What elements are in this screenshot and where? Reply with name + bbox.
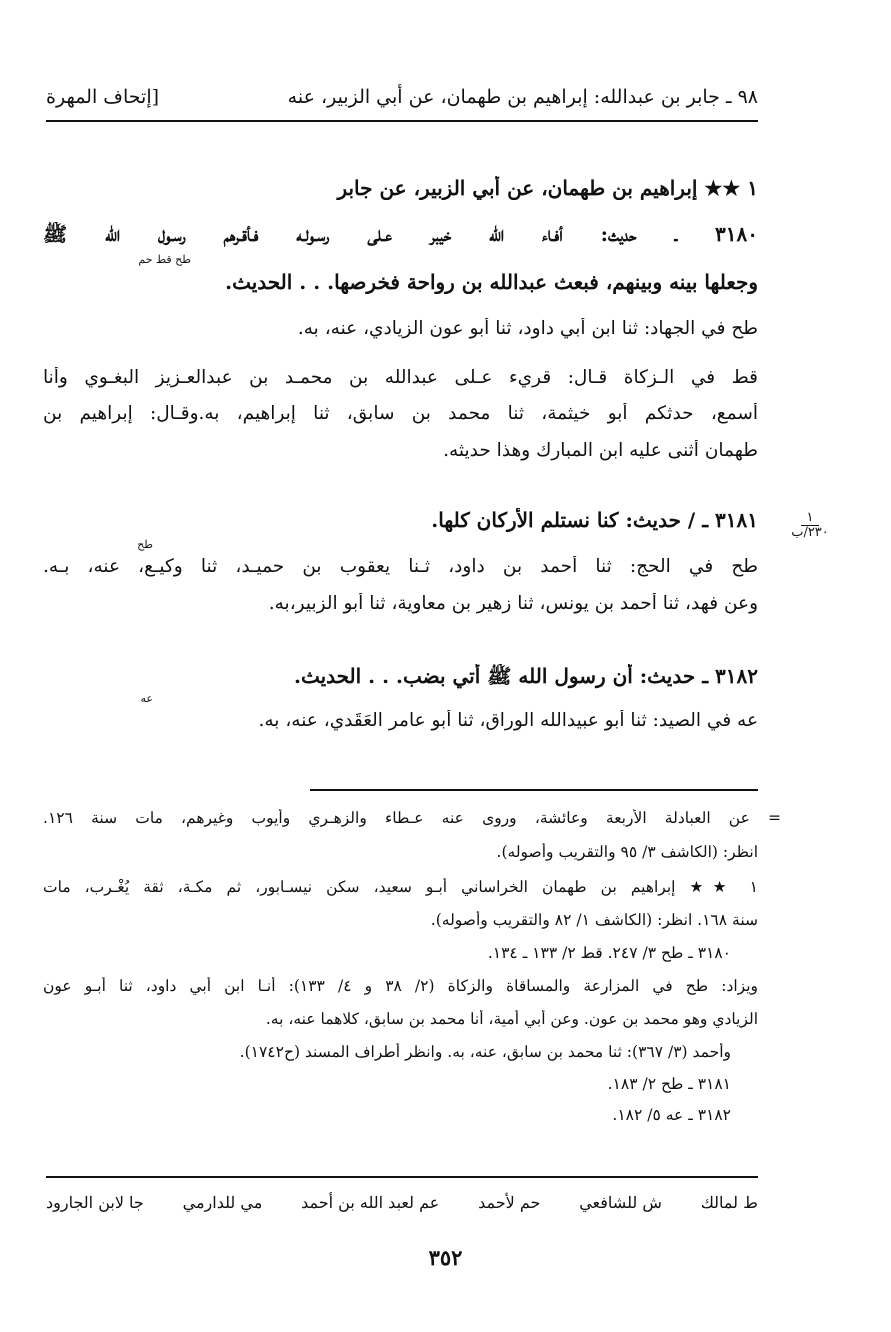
abbr-malik: ط لمالك xyxy=(700,1193,758,1212)
abbr-darimi: مي للدارمي xyxy=(182,1193,263,1212)
footnote-line: ٣١٨٢ ـ عه ٥/ ١٨٢. xyxy=(612,1106,731,1124)
running-header-left: [إتحاف المهرة xyxy=(46,86,160,108)
hadith-3181-tahawi-1: طح في الحج: ثنا أحمد بن داود، ثـنا يعقوب بن حميـد، ثنا وكيـع، عنه، بـه. xyxy=(43,556,758,577)
manuscript-folio-note xyxy=(775,511,845,540)
folio-number: ١ xyxy=(801,511,820,526)
abbr-abdullah-ibn-ahmad: عم لعبد الله بن أحمد xyxy=(301,1193,440,1212)
abbr-ibn-al-jarud: جا لابن الجارود xyxy=(46,1193,144,1212)
footnote-line: ٣١٨٠ ـ طح ٣/ ٢٤٧. قط ٢/ ١٣٣ ـ ١٣٤. xyxy=(487,944,731,962)
hadith-3181-sigla: طح xyxy=(137,538,153,551)
footnote-line: ١ ★★ إبراهيم بن طهمان الخراساني أبـو سعيد، سكن نيسـابور، ثم مكـة، ثقة يُغْـرِب، مات xyxy=(43,878,758,896)
hadith-3182-abu-awana: عه في الصيد: ثنا أبو عبيدالله الوراق، ثنا أبو عامر العَقَدي، عنه، به. xyxy=(258,710,758,731)
abbr-shafii: ش للشافعي xyxy=(579,1193,662,1212)
footnote-line: وأحمد (٣/ ٣٦٧): ثنا محمد بن سابق، عنه، به. وانظر أطراف المسند (ح١٧٤٢). xyxy=(239,1043,731,1061)
footnote-line: انظر: (الكاشف ٣/ ٩٥ والتقريب وأصوله). xyxy=(496,843,758,861)
abbreviation-rule xyxy=(46,1176,758,1178)
hadith-3180-daraqutni-3: طهمان أثنى عليه ابن المبارك وهذا حديثه. xyxy=(443,440,758,461)
hadith-3182-heading: ٣١٨٢ ـ حديث: أن رسول الله ﷺ أُتي بضب. . . الحديث. xyxy=(293,664,758,688)
footnote-line: ٣١٨١ ـ طح ٢/ ١٨٣. xyxy=(607,1075,731,1093)
hadith-3181-heading: ٣١٨١ ـ / حديث: كنا نستلم الأركان كلها. xyxy=(431,508,758,532)
running-header-right: ٩٨ ـ جابر بن عبدالله: إبراهيم بن طهمان، عن أبي الزبير، عنه xyxy=(287,86,758,108)
footnote-line: الزيادي وهو محمد بن عون. وعن أبي أمية، أنا محمد بن سابق، كلاهما عنه، به. xyxy=(265,1010,758,1028)
hadith-3182-sigla: عه xyxy=(140,692,153,705)
section-title: ١ ★★ إبراهيم بن طهمان، عن أبي الزبير، عن جابر xyxy=(337,176,758,200)
footnote-line: = عن العبادلة الأربعة وعائشة، وروى عنه عـطاء والزهـري وأيوب وغيرهم، مات سنة ١٢٦. xyxy=(43,809,781,827)
hadith-3180-text: وجعلها بينه وبينهم، فبعث عبدالله بن رواحة فخرصها. . . الحديث. xyxy=(225,270,758,294)
abbreviation-key xyxy=(46,1193,758,1212)
header-rule xyxy=(46,120,758,122)
folio-side: ٢٣٠/ب xyxy=(791,525,829,540)
hadith-3180-daraqutni-1: قط في الـزكاة قـال: قريء عـلى عبدالله بن محمـد بن عبدالعـزيز البغـوي وأنا xyxy=(43,367,758,388)
hadith-3180-heading: ٣١٨٠ ـ حديث: أفـاء الله خيبر عـلى رسـولـه فـأقـرهم رسـول الله ﷺ xyxy=(43,222,758,246)
hadith-3180-tahawi: طح في الجهاد: ثنا ابن أبي داود، ثنا أبو عون الزيادي، عنه، به. xyxy=(297,318,758,339)
footnote-rule xyxy=(310,789,758,791)
hadith-3180-sigla: طح قط حم xyxy=(138,253,191,266)
footnote-line: ويزاد: طح في المزارعة والمساقاة والزكاة (٢/ ٣٨ و ٤/ ١٣٣): أنـا ابن أبي داود، ثنا أبـو عون xyxy=(43,977,758,995)
hadith-3180-daraqutni-2: أسمع، حدثكم أبو خيثمة، ثنا محمد بن سابق، ثنا إبراهيم، به.وقـال: إبراهيم بن xyxy=(43,403,758,424)
footnote-line: سنة ١٦٨. انظر: (الكاشف ١/ ٨٢ والتقريب وأصوله). xyxy=(430,911,758,929)
hadith-3181-tahawi-2: وعن فهد، ثنا أحمد بن يونس، ثنا زهير بن معاوية، ثنا أبو الزبير،به. xyxy=(268,593,758,614)
abbr-ahmad: حم لأحمد xyxy=(478,1193,541,1212)
page-number: ٣٥٢ xyxy=(428,1245,463,1270)
